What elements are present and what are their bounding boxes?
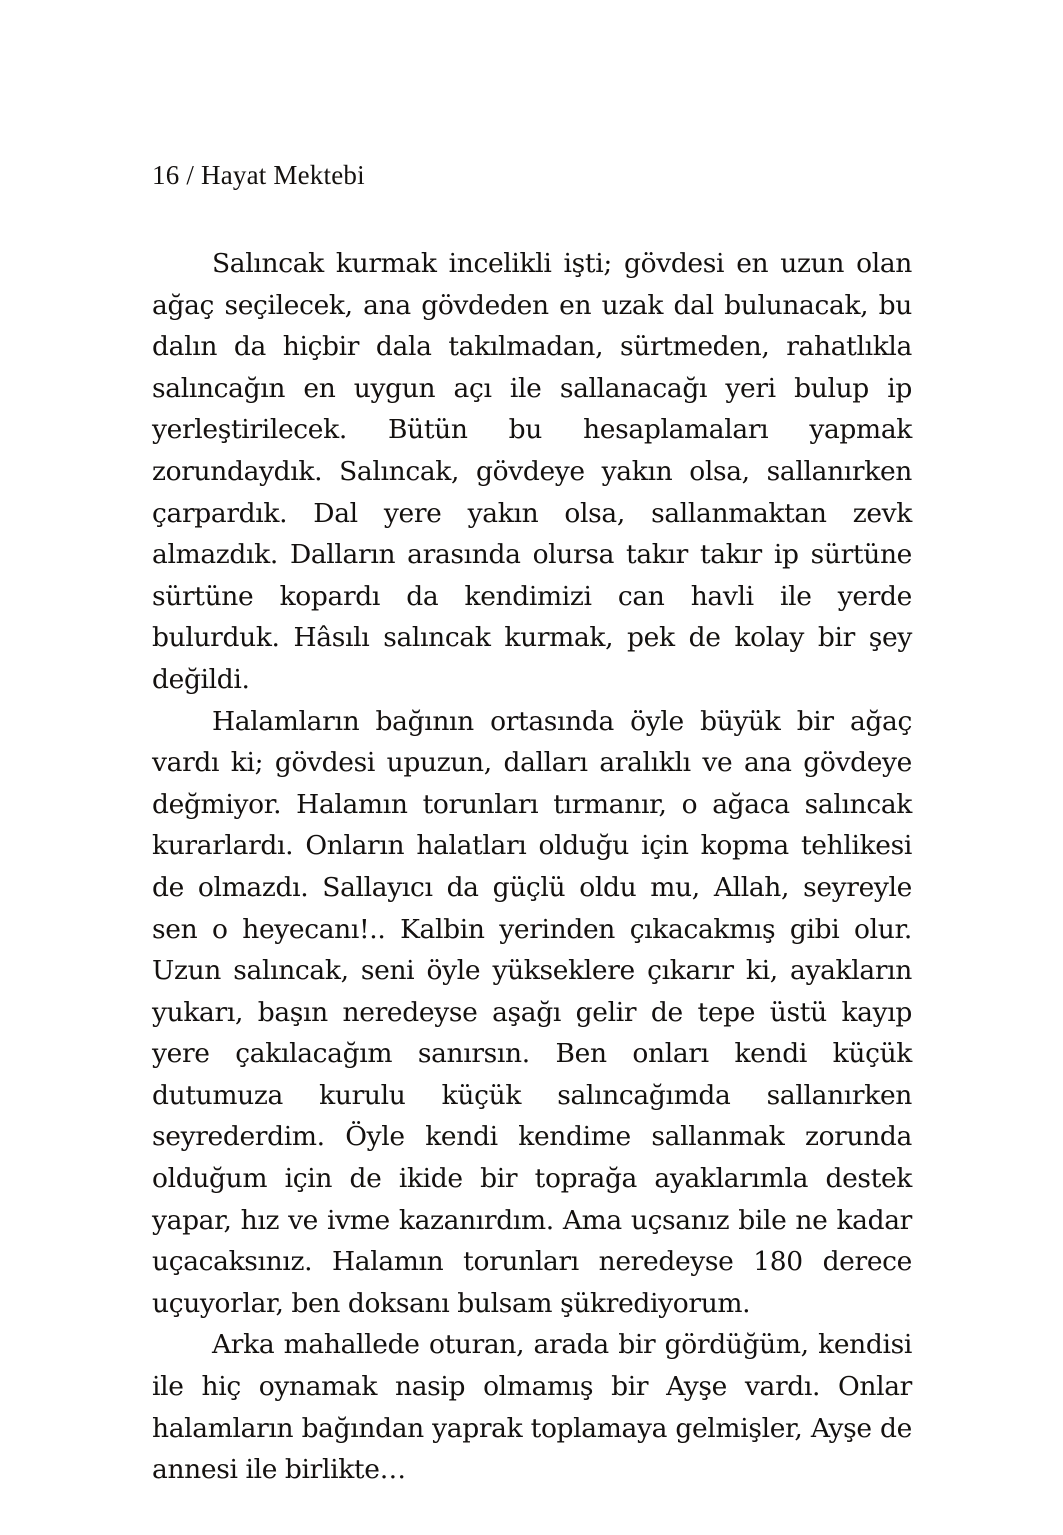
body-text-block: [152, 243, 912, 1491]
paragraph: Salıncak kurmak incelikli işti; gövdesi en uzun olan ağaç seçilecek, ana gövdeden en uzak dal bulunacak, bu dalın da hiçbir dala takılmadan, sürtmeden, rahatlıkla salıncağın en uygun açı ile sallanacağı yeri bulup ip yerleştirilecek. Bütün bu hesaplamaları yapmak zorundaydık. Salıncak, gövdeye yakın olsa, sallanırken çarpardık. Dal yere yakın olsa, sallanmaktan zevk almazdık. Dalların arasında olursa takır takır ip sürtüne sürtüne kopardı da kendimizi can havli ile yerde bulurduk. Hâsılı salıncak kurmak, pek de kolay bir şey değildi.: [152, 248, 912, 695]
paragraph: Arka mahallede oturan, arada bir gördüğüm, kendisi ile hiç oynamak nasip olmamış bir Ayşe vardı. Onlar halamların bağından yaprak toplamaya gelmişler, Ayşe de annesi ile birlikte…: [152, 1329, 912, 1486]
paragraph: Halamların bağının ortasında öyle büyük bir ağaç vardı ki; gövdesi upuzun, dalları aralıklı ve ana gövdeye değmiyor. Halamın torunları tırmanır, o ağaca salıncak kurarlardı. Onların halatları olduğu için kopma tehlikesi de olmazdı. Sallayıcı da güçlü oldu mu, Allah, seyreyle sen o heyecanı!.. Kalbin yerinden çıkacakmış gibi olur. Uzun salıncak, seni öyle yükseklere çıkarır ki, ayakların yukarı, başın neredeyse aşağı gelir de tepe üstü kayıp yere çakılacağım sanırsın. Ben onları kendi küçük dutumuza kurulu küçük salıncağımda sallanırken seyrederdim. Öyle kendi kendime sallanmak zorunda olduğum için de ikide bir toprağa ayaklarımla destek yapar, hız ve ivme kazanırdım. Ama uçsanız bile ne kadar uçacaksınız. Halamın torunları neredeyse 180 derece uçuyorlar, ben doksanı bulsam şükrediyorum.: [152, 705, 912, 1319]
running-head: 16 / Hayat Mektebi: [152, 160, 365, 190]
